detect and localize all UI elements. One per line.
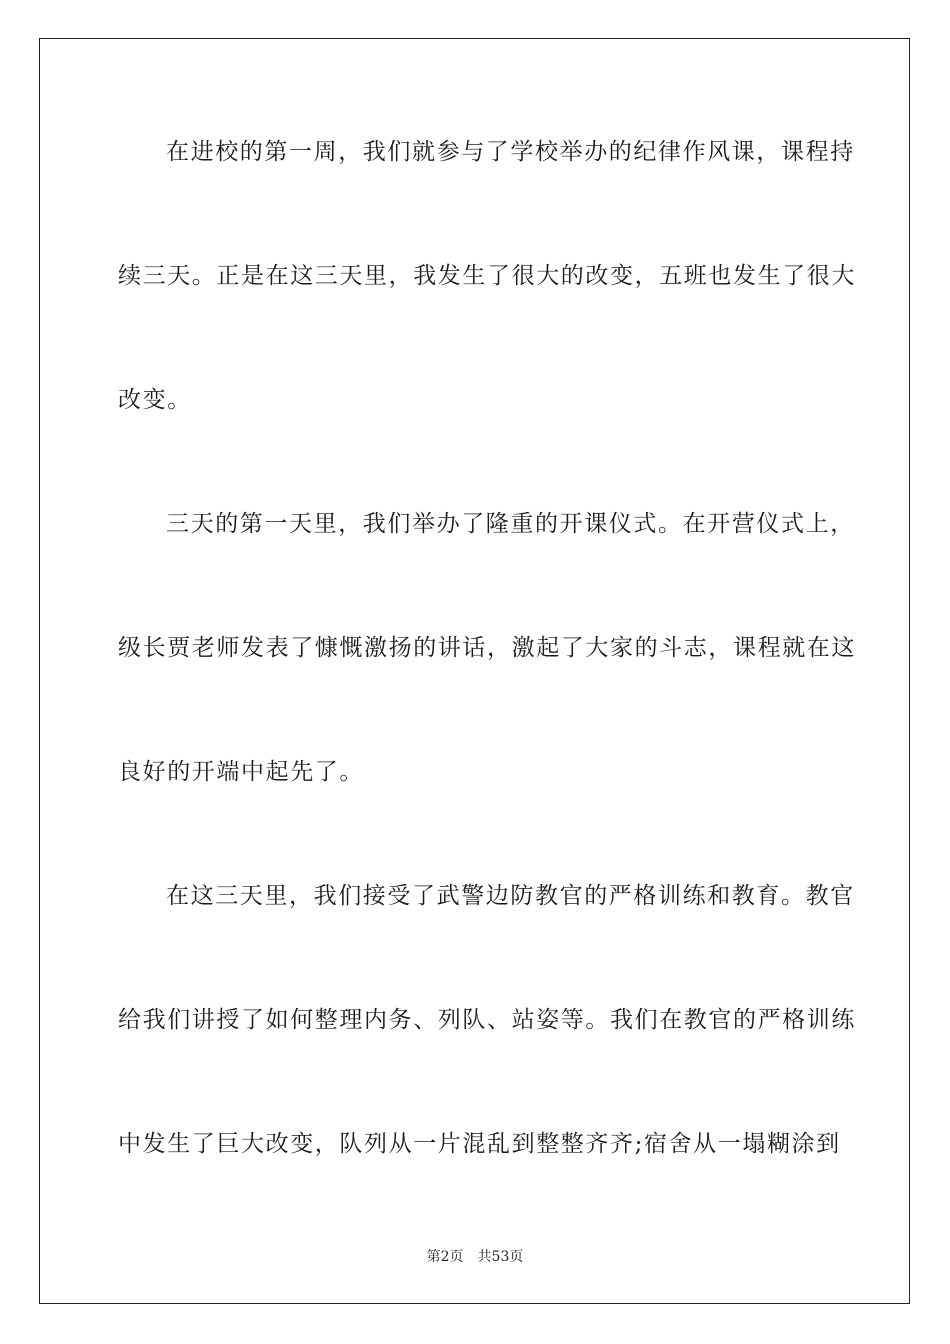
paragraph-3-line-2: 给我们讲授了如何整理内务、列队、站姿等。我们在教官的严格训练 xyxy=(118,1007,856,1033)
paragraph-3-line-1: 在这三天里，我们接受了武警边防教官的严格训练和教育。教官 xyxy=(166,883,855,909)
paragraph-2-line-2: 级长贾老师发表了慷慨激扬的讲话，激起了大家的斗志，课程就在这 xyxy=(118,635,856,661)
paragraph-2-line-3: 良好的开端中起先了。 xyxy=(118,759,364,785)
paragraph-1-line-1: 在进校的第一周，我们就参与了学校举办的纪律作风课，课程持 xyxy=(166,139,855,165)
paragraph-3-line-3: 中发生了巨大改变，队列从一片混乱到整整齐齐;宿舍从一塌糊涂到 xyxy=(118,1131,841,1157)
paragraph-1-line-3: 改变。 xyxy=(118,387,192,413)
page-total: 共53页 xyxy=(477,1249,524,1265)
page-number: 第2页 xyxy=(426,1249,464,1265)
paragraph-1-line-2: 续三天。正是在这三天里，我发生了很大的改变，五班也发生了很大 xyxy=(118,263,856,289)
paragraph-2-line-1: 三天的第一天里，我们举办了隆重的开课仪式。在开营仪式上， xyxy=(166,511,855,537)
page-border xyxy=(39,38,910,1304)
page-footer xyxy=(0,1248,950,1266)
